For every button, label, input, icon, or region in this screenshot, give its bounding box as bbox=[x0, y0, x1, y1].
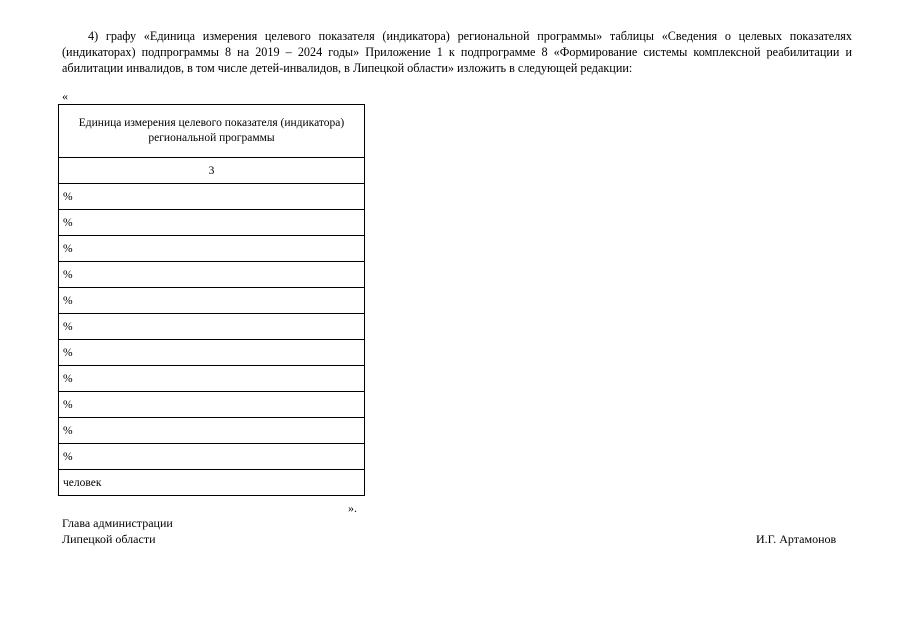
unit-cell: человек bbox=[59, 470, 365, 496]
table-row bbox=[59, 314, 365, 340]
table-row bbox=[59, 340, 365, 366]
table-row bbox=[59, 210, 365, 236]
opening-quote-mark: « bbox=[62, 89, 68, 103]
unit-cell: % bbox=[59, 314, 365, 340]
unit-cell: % bbox=[59, 262, 365, 288]
unit-cell: % bbox=[59, 236, 365, 262]
unit-cell: % bbox=[59, 392, 365, 418]
table-row bbox=[59, 184, 365, 210]
unit-cell: % bbox=[59, 366, 365, 392]
unit-cell: % bbox=[59, 340, 365, 366]
indicator-unit-table bbox=[58, 104, 365, 496]
table-row bbox=[59, 236, 365, 262]
signatory-position bbox=[62, 515, 173, 547]
amendment-paragraph bbox=[62, 28, 852, 76]
column-number-row bbox=[59, 158, 365, 184]
table-row bbox=[59, 366, 365, 392]
column-number: 3 bbox=[59, 158, 365, 184]
unit-cell: % bbox=[59, 418, 365, 444]
unit-cell: % bbox=[59, 210, 365, 236]
amendment-text: 4) графу «Единица измерения целевого показателя (индикатора) региональной программы» таблицы «Сведения о целевых показателях (индикаторах) подпрограммы 8 на 2019 – 2024 годы» Приложение 1 к подпрограмме 8 «Формирование системы комплексной реабилитации и абилитации инвалидов, в том числе детей-инвалидов, в Липецкой области» изложить в следующей редакции: bbox=[62, 29, 852, 75]
unit-cell: % bbox=[59, 184, 365, 210]
position-line-1: Глава администрации bbox=[62, 516, 173, 530]
table-row bbox=[59, 418, 365, 444]
signatory-name: И.Г. Артамонов bbox=[756, 532, 837, 546]
table-row bbox=[59, 470, 365, 496]
unit-cell: % bbox=[59, 288, 365, 314]
column-header: Единица измерения целевого показателя (индикатора) региональной программы bbox=[59, 105, 365, 158]
table-row bbox=[59, 262, 365, 288]
table-header-row bbox=[59, 105, 365, 158]
position-line-2: Липецкой области bbox=[62, 532, 156, 546]
unit-cell: % bbox=[59, 444, 365, 470]
table-row bbox=[59, 392, 365, 418]
closing-quote-mark: ». bbox=[348, 501, 357, 515]
table-row bbox=[59, 288, 365, 314]
table-row bbox=[59, 444, 365, 470]
